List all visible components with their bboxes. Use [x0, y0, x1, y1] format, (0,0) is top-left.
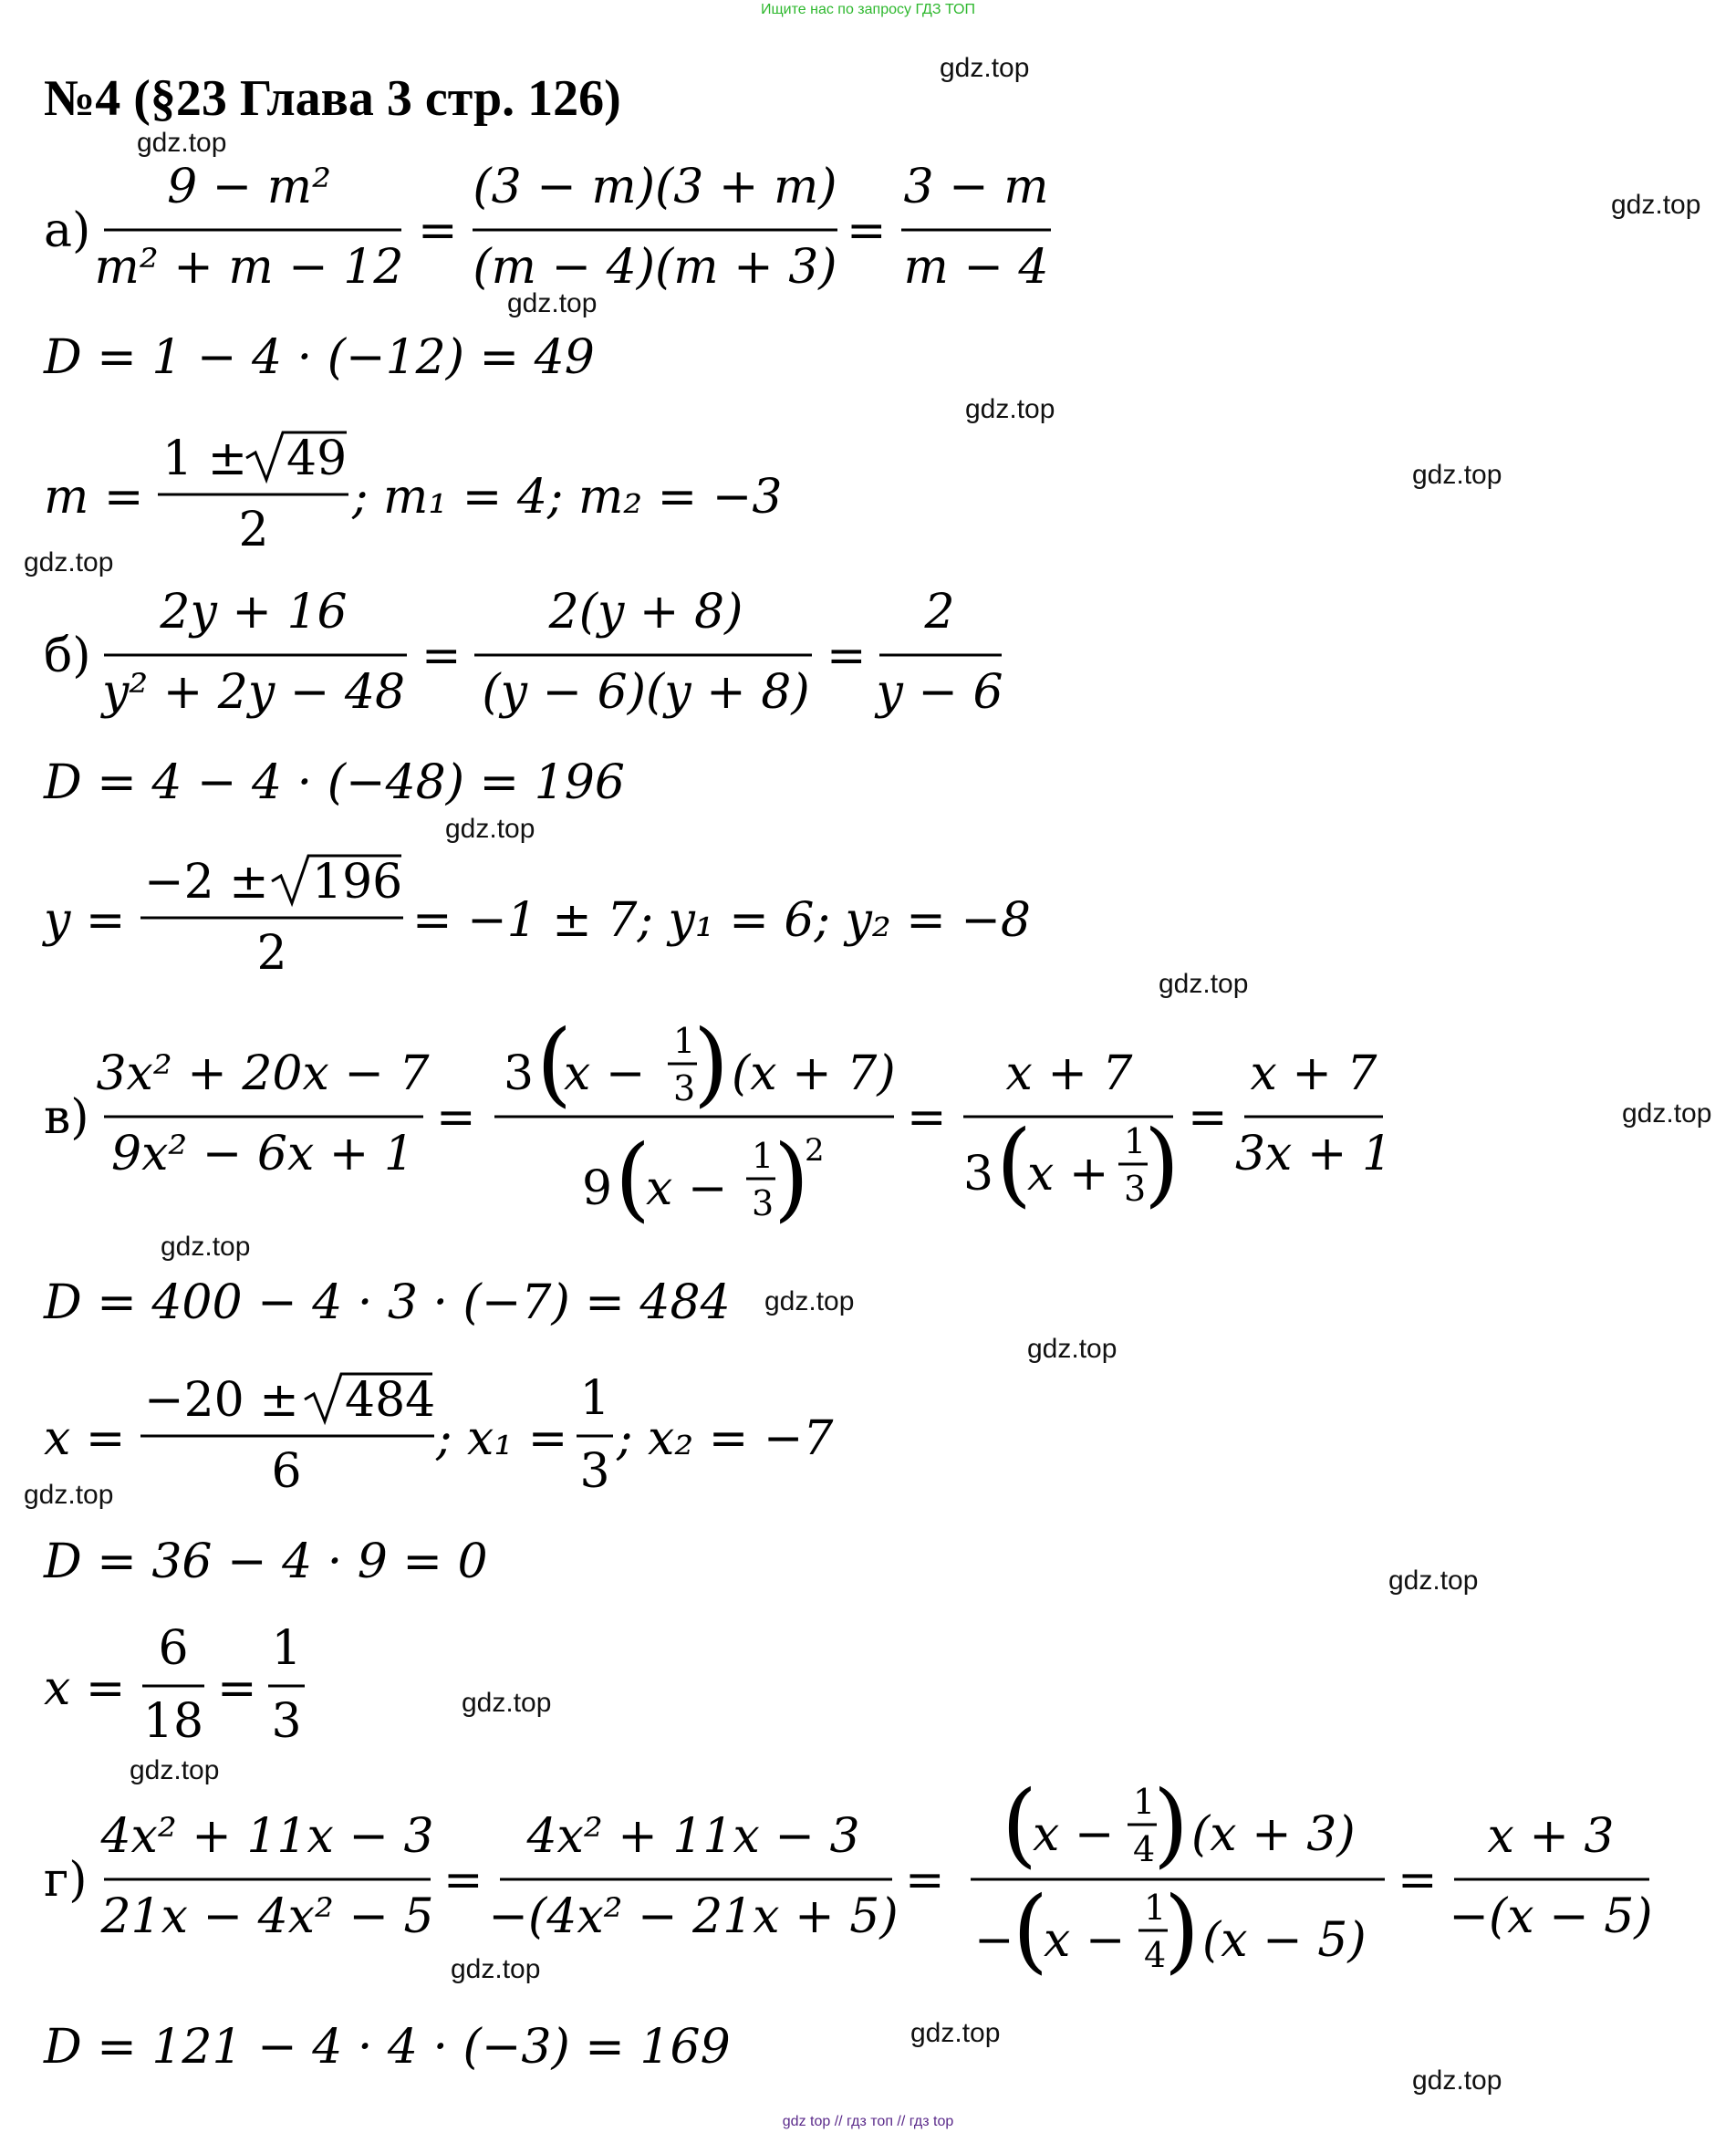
- b-root-tail: = −1 ± 7; y₁ = 6; y₂ = −8: [412, 893, 1032, 948]
- b-frac2-num: 2(y + 8): [548, 585, 743, 640]
- footer-watermark: gdz top // гдз топ // гдз top: [782, 2114, 954, 2129]
- svg-text:): ): [1164, 1877, 1201, 1983]
- v-root-frac-den: 3: [579, 1444, 610, 1499]
- b-discriminant: D = 4 − 4 · (−48) = 196: [44, 755, 625, 810]
- svg-text:x + 7: x + 7: [1005, 1046, 1133, 1101]
- v-discriminant-2: D = 36 − 4 · 9 = 0: [44, 1534, 488, 1589]
- v-discriminant: D = 400 − 4 · 3 · (−7) = 484: [44, 1275, 731, 1330]
- eq-sign: =: [418, 203, 458, 258]
- watermark: gdz.top: [161, 1232, 251, 1262]
- svg-text:4: 4: [1144, 1935, 1167, 1975]
- watermark: gdz.top: [445, 814, 535, 844]
- svg-text:x +: x +: [1027, 1147, 1109, 1202]
- svg-text:1: 1: [673, 1021, 696, 1061]
- equation-g: [44, 1771, 1668, 2007]
- svg-text:4: 4: [1133, 1829, 1156, 1869]
- svg-text:(: (: [996, 1110, 1033, 1217]
- b-frac1-num: 2y + 16: [160, 585, 348, 640]
- v-x-frac2-num: 1: [271, 1621, 302, 1676]
- g-frac4-num: x + 3: [1487, 1809, 1615, 1864]
- g-frac2-den: −(4x² − 21x + 5): [488, 1889, 899, 1944]
- watermark: gdz.top: [137, 128, 227, 158]
- v-frac1-num: 3x² + 20x − 7: [96, 1046, 430, 1101]
- v-x-frac1-den: 18: [142, 1694, 204, 1749]
- svg-text:(: (: [536, 1010, 573, 1117]
- top-banner: Ищите нас по запросу ГДЗ ТОП: [761, 2, 975, 17]
- svg-text:(x + 7): (x + 7): [732, 1046, 896, 1101]
- b-root-sqrt: 196: [312, 855, 403, 910]
- label-g: г): [44, 1853, 88, 1908]
- svg-text:3: 3: [752, 1183, 774, 1223]
- a-frac1-den: m² + m − 12: [94, 240, 404, 295]
- svg-text:(: (: [1002, 1771, 1038, 1878]
- svg-text:3: 3: [1124, 1169, 1147, 1209]
- watermark: gdz.top: [1159, 969, 1249, 999]
- v-root-lhs: x =: [44, 1411, 126, 1466]
- b-frac3-num: 2: [924, 585, 955, 640]
- watermark: gdz.top: [1611, 190, 1701, 220]
- v-root-sqrt: 484: [345, 1373, 436, 1428]
- b-root-den: 2: [256, 926, 287, 981]
- b-roots: [44, 848, 1084, 985]
- a-root-lhs: m =: [44, 470, 144, 525]
- v-frac1-den: 9x² − 6x + 1: [110, 1127, 415, 1181]
- watermark: gdz.top: [1027, 1334, 1117, 1364]
- svg-text:1: 1: [752, 1136, 774, 1176]
- a-discriminant: D = 1 − 4 · (−12) = 49: [44, 330, 595, 385]
- v-x-frac1-num: 6: [158, 1621, 189, 1676]
- b-root-lhs: y =: [44, 893, 126, 948]
- v-root-num: −20 ±: [144, 1373, 299, 1428]
- v-x-frac2-den: 3: [271, 1694, 302, 1749]
- eq-sign: =: [1398, 1853, 1438, 1908]
- eq-sign: =: [217, 1661, 257, 1716]
- page-title: №4 (§23 Глава 3 стр. 126): [44, 70, 621, 127]
- svg-text:(: (: [1013, 1877, 1049, 1983]
- svg-text:): ): [1144, 1110, 1180, 1217]
- v-x-value: [44, 1617, 409, 1753]
- a-root-sqrt: 49: [286, 432, 348, 486]
- v-root-tail-b: ; x₂ = −7: [617, 1411, 834, 1466]
- a-frac2-den: (m − 4)(m + 3): [473, 240, 837, 295]
- svg-text:−: −: [974, 1913, 1014, 1968]
- svg-text:): ): [774, 1125, 810, 1232]
- watermark: gdz.top: [1412, 460, 1502, 490]
- svg-text:x −: x −: [646, 1161, 728, 1216]
- g-discriminant: D = 121 − 4 · 4 · (−3) = 169: [44, 2020, 731, 2075]
- v-root-tail-a: ; x₁ =: [436, 1411, 568, 1466]
- svg-text:2: 2: [805, 1132, 825, 1169]
- svg-text:): ): [1153, 1771, 1190, 1878]
- eq-sign: =: [826, 629, 867, 683]
- watermark: gdz.top: [1412, 2065, 1502, 2096]
- a-frac2-num: (3 − m)(3 + m): [473, 160, 837, 214]
- label-a: а): [44, 203, 91, 258]
- watermark: gdz.top: [507, 288, 598, 318]
- eq-sign: =: [421, 629, 462, 683]
- watermark: gdz.top: [451, 1954, 541, 1984]
- g-frac1-num: 4x² + 11x − 3: [100, 1809, 434, 1864]
- svg-text:1: 1: [1144, 1888, 1167, 1928]
- svg-text:1: 1: [1124, 1121, 1147, 1161]
- v-frac2-den-9: 9: [582, 1161, 613, 1216]
- eq-sign: =: [1188, 1090, 1228, 1145]
- watermark: gdz.top: [24, 1480, 114, 1510]
- g-frac1-den: 21x − 4x² − 5: [100, 1889, 434, 1944]
- eq-sign: =: [907, 1090, 947, 1145]
- b-frac1-den: y² + 2y − 48: [101, 665, 406, 720]
- svg-text:x −: x −: [564, 1046, 646, 1101]
- watermark: gdz.top: [910, 2018, 1001, 2048]
- eq-sign: =: [847, 203, 887, 258]
- label-v: в): [44, 1090, 89, 1145]
- watermark: gdz.top: [965, 394, 1055, 424]
- svg-text:3: 3: [673, 1068, 696, 1108]
- equation-a: [44, 155, 1084, 301]
- label-b: б): [44, 629, 91, 683]
- a-roots: [44, 425, 865, 562]
- a-frac3-num: 3 − m: [903, 160, 1049, 214]
- v-root-frac-num: 1: [579, 1371, 610, 1426]
- svg-text:(x − 5): (x − 5): [1202, 1913, 1367, 1968]
- svg-text:x −: x −: [1044, 1913, 1126, 1968]
- g-frac4-den: −(x − 5): [1449, 1889, 1653, 1944]
- b-frac2-den: (y − 6)(y + 8): [482, 665, 810, 720]
- svg-text:x −: x −: [1033, 1807, 1115, 1862]
- watermark: gdz.top: [462, 1688, 552, 1718]
- a-frac3-den: m − 4: [903, 240, 1049, 295]
- watermark: gdz.top: [130, 1755, 220, 1785]
- equation-v: [44, 1010, 1430, 1243]
- a-root-den: 2: [238, 503, 269, 557]
- eq-sign: =: [436, 1090, 476, 1145]
- a-frac1-num: 9 − m²: [167, 160, 331, 214]
- v-root-den: 6: [271, 1444, 302, 1499]
- v-roots: [44, 1367, 956, 1513]
- eq-sign: =: [905, 1853, 945, 1908]
- v-frac2-num-3: 3: [504, 1046, 535, 1101]
- svg-text:(: (: [615, 1125, 651, 1232]
- g-frac2-num: 4x² + 11x − 3: [526, 1809, 860, 1864]
- a-root-num: 1 ±: [162, 432, 248, 486]
- watermark: gdz.top: [1622, 1098, 1712, 1129]
- svg-text:): ): [693, 1010, 730, 1117]
- a-root-tail: ; m₁ = 4; m₂ = −3: [352, 470, 783, 525]
- watermark: gdz.top: [24, 547, 114, 577]
- v-frac4-num: x + 7: [1250, 1046, 1377, 1101]
- watermark: gdz.top: [764, 1286, 855, 1316]
- v-frac3-den-3: 3: [963, 1147, 994, 1202]
- watermark: gdz.top: [1388, 1566, 1479, 1596]
- b-frac3-den: y − 6: [876, 665, 1003, 720]
- watermark: gdz.top: [940, 53, 1030, 83]
- b-root-num: −2 ±: [144, 855, 269, 910]
- eq-sign: =: [443, 1853, 483, 1908]
- v-x-lhs: x =: [44, 1661, 126, 1716]
- svg-text:(x + 3): (x + 3): [1191, 1807, 1356, 1862]
- v-frac4-den: 3x + 1: [1234, 1127, 1393, 1181]
- equation-b: [44, 580, 1047, 726]
- svg-text:1: 1: [1133, 1782, 1156, 1822]
